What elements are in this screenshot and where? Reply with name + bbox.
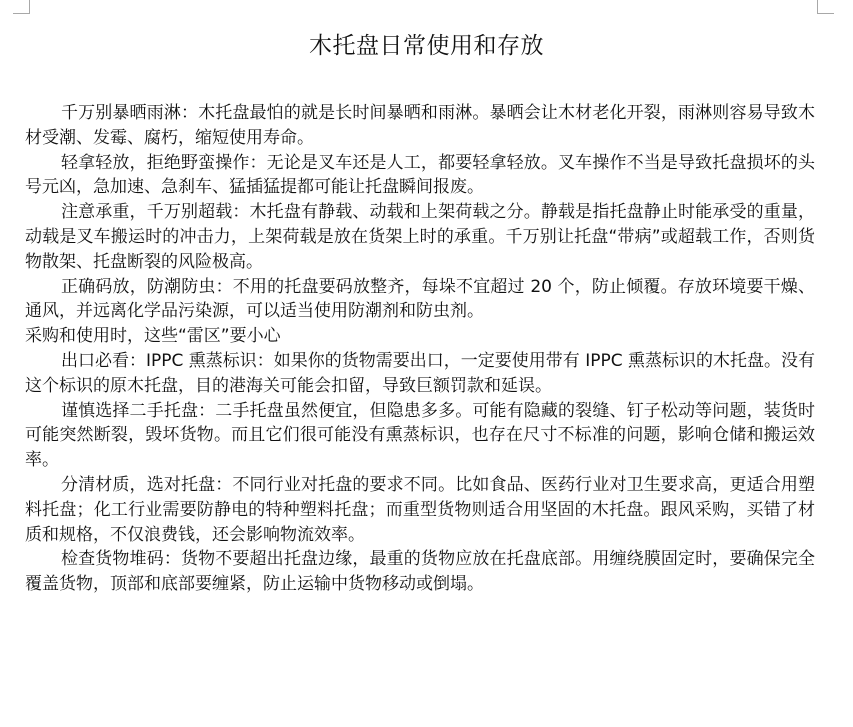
paragraph-second-hand: 谨慎选择二手托盘：二手托盘虽然便宜，但隐患多多。可能有隐藏的裂缝、钉子松动等问题，装货时可能突然断裂，毁坏货物。而且它们很可能没有熏蒸标识，也存在尺寸不标准的问题，影响仓储和搬运效率。 [25,400,815,471]
paragraph-load-capacity: 注意承重，千万别超载：木托盘有静载、动载和上架荷载之分。静载是指托盘静止时能承受的重量，动载是叉车搬运时的冲击力，上架荷载是放在货架上时的承重。千万别让托盘“带病”或超载工作，否则货物散架、托盘断裂的风险极高。 [25,202,815,272]
margin-corner-mark-right [817,0,834,14]
paragraph-stacking-storage: 正确码放，防潮防虫：不用的托盘要码放整齐，每垛不宜超过 20 个，防止倾覆。存放环境要干燥、通风，并远离化学品污染源，可以适当使用防潮剂和防虫剂。 [25,276,815,322]
margin-corner-mark-left [13,0,30,14]
paragraph-ippc-export: 出口必看：IPPC 熏蒸标识：如果你的货物需要出口，一定要使用带有 IPPC 熏蒸标识的木托盘。没有这个标识的原木托盘，目的港海关可能会扣留，导致巨额罚款和延误。 [25,350,815,396]
paragraph-cargo-stacking: 检查货物堆码：货物不要超出托盘边缘，最重的货物应放在托盘底部。用缠绕膜固定时，要确保完全覆盖货物，顶部和底部要缠紧，防止运输中货物移动或倒塌。 [25,549,815,595]
document-body [25,101,815,597]
section-heading-pitfalls: 采购和使用时，这些“雷区”要小心 [25,326,281,347]
paragraph-handle-gently: 轻拿轻放，拒绝野蛮操作：无论是叉车还是人工，都要轻拿轻放。叉车操作不当是导致托盘损坏的头号元凶，急加速、急刹车、猛插猛提都可能让托盘瞬间报废。 [25,152,815,198]
paragraph-material-choice: 分清材质，选对托盘：不同行业对托盘的要求不同。比如食品、医药行业对卫生要求高，更适合用塑料托盘；化工行业需要防静电的特种塑料托盘；而重型货物则适合用坚固的木托盘。跟风采购，买错了材质和规格，不仅浪费钱，还会影响物流效率。 [25,474,815,545]
document-title: 木托盘日常使用和存放 [309,33,544,59]
paragraph-sun-rain: 千万别暴晒雨淋：木托盘最怕的就是长时间暴晒和雨淋。暴晒会让木材老化开裂，雨淋则容易导致木材受潮、发霉、腐朽，缩短使用寿命。 [25,103,815,148]
